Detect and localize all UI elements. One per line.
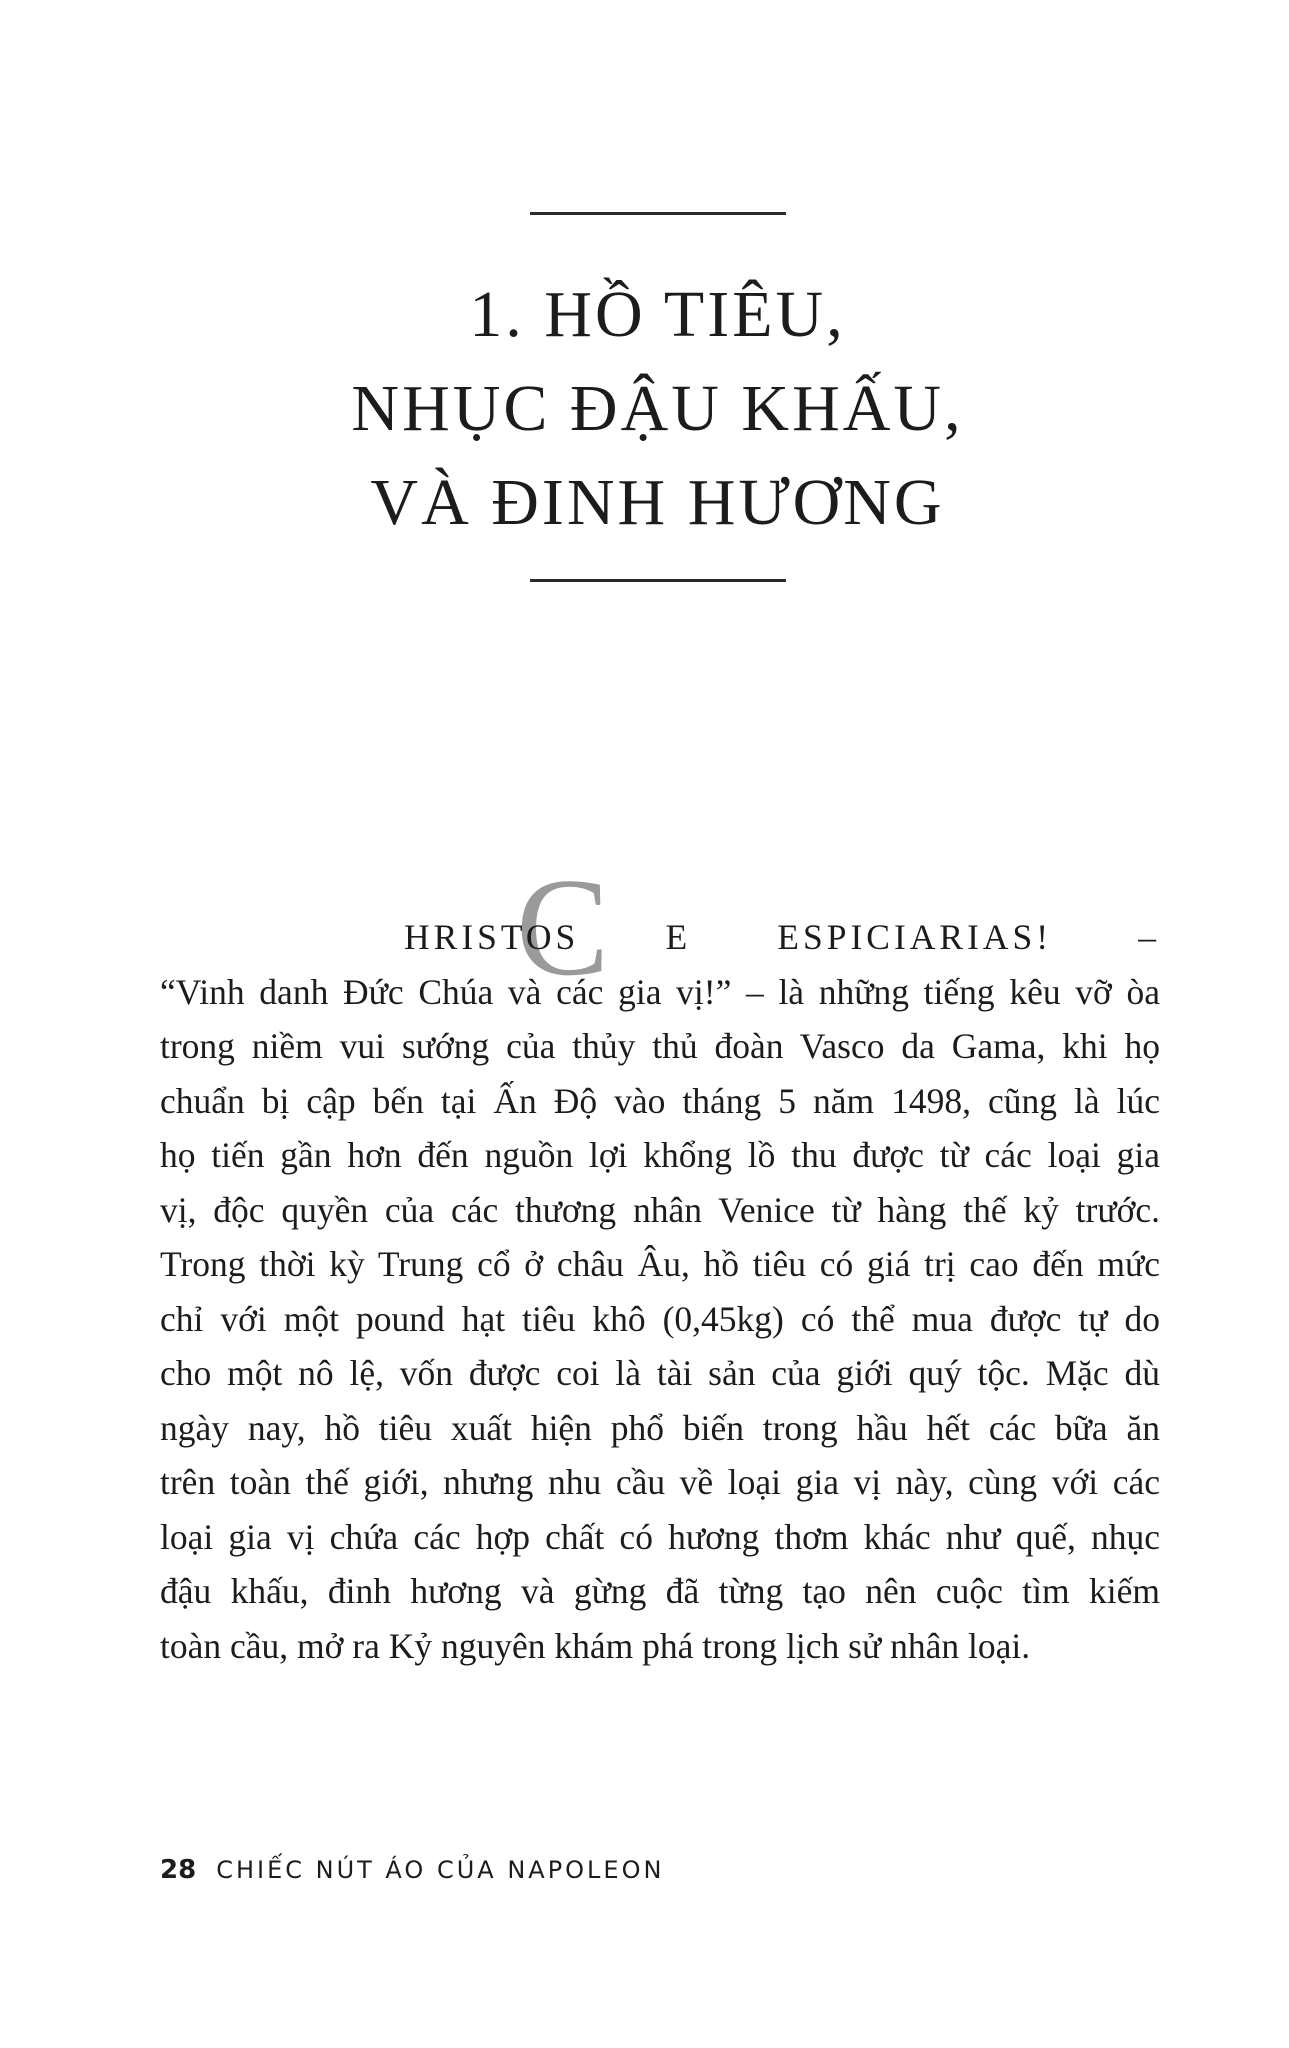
page-number: 28	[160, 1855, 197, 1885]
body-line: ngày nay, hồ tiêu xuất hiện phổ biến trong hầu hết các bữa ăn	[160, 1407, 1160, 1448]
chapter-title	[150, 268, 1165, 550]
body-line: vị, độc quyền của các thương nhân Venice từ hàng thế kỷ trước.	[160, 1189, 1160, 1230]
body-line: họ tiến gần hơn đến nguồn lợi khổng lồ thu được từ các loại gia	[160, 1135, 1160, 1175]
body-line: đậu khấu, đinh hương và gừng đã từng tạo nên cuộc tìm kiếm	[160, 1571, 1160, 1611]
body-line: trên toàn thế giới, nhưng nhu cầu về loại gia vị này, cùng với các	[160, 1462, 1160, 1502]
page-footer	[160, 1855, 664, 1895]
body-line: loại gia vị chứa các hợp chất có hương thơm khác như quế, nhục	[160, 1516, 1160, 1557]
chapter-title-line: NHỤC ĐẬU KHẤU,	[351, 372, 964, 445]
body-line: HRISTOS E ESPICIARIAS! –	[404, 917, 1160, 957]
body-line: toàn cầu, mở ra Kỷ nguyên khám phá trong lịch sử nhân loại.	[160, 1625, 1031, 1666]
body-line: “Vinh danh Đức Chúa và các gia vị!” – là những tiếng kêu vỡ òa	[160, 971, 1160, 1012]
body-line: chuẩn bị cập bến tại Ấn Độ vào tháng 5 năm 1498, cũng là lúc	[160, 1080, 1160, 1121]
body-line: trong niềm vui sướng của thủy thủ đoàn Vasco da Gama, khi họ	[160, 1026, 1160, 1066]
title-rule-top	[530, 212, 786, 215]
body-paragraph	[160, 910, 1160, 1673]
body-line: cho một nô lệ, vốn được coi là tài sản của giới quý tộc. Mặc dù	[160, 1353, 1160, 1393]
drop-cap: C	[516, 850, 610, 1005]
body-line: chỉ với một pound hạt tiêu khô (0,45kg) có thể mua được tự do	[160, 1298, 1160, 1339]
running-head: CHIẾC NÚT ÁO CỦA NAPOLEON	[216, 1856, 665, 1884]
chapter-title-line: 1. HỒ TIÊU,	[469, 278, 846, 351]
body-line: Trong thời kỳ Trung cổ ở châu Âu, hồ tiêu có giá trị cao đến mức	[160, 1244, 1160, 1284]
title-rule-bottom	[530, 579, 786, 582]
chapter-title-line: VÀ ĐINH HƯƠNG	[370, 466, 945, 539]
